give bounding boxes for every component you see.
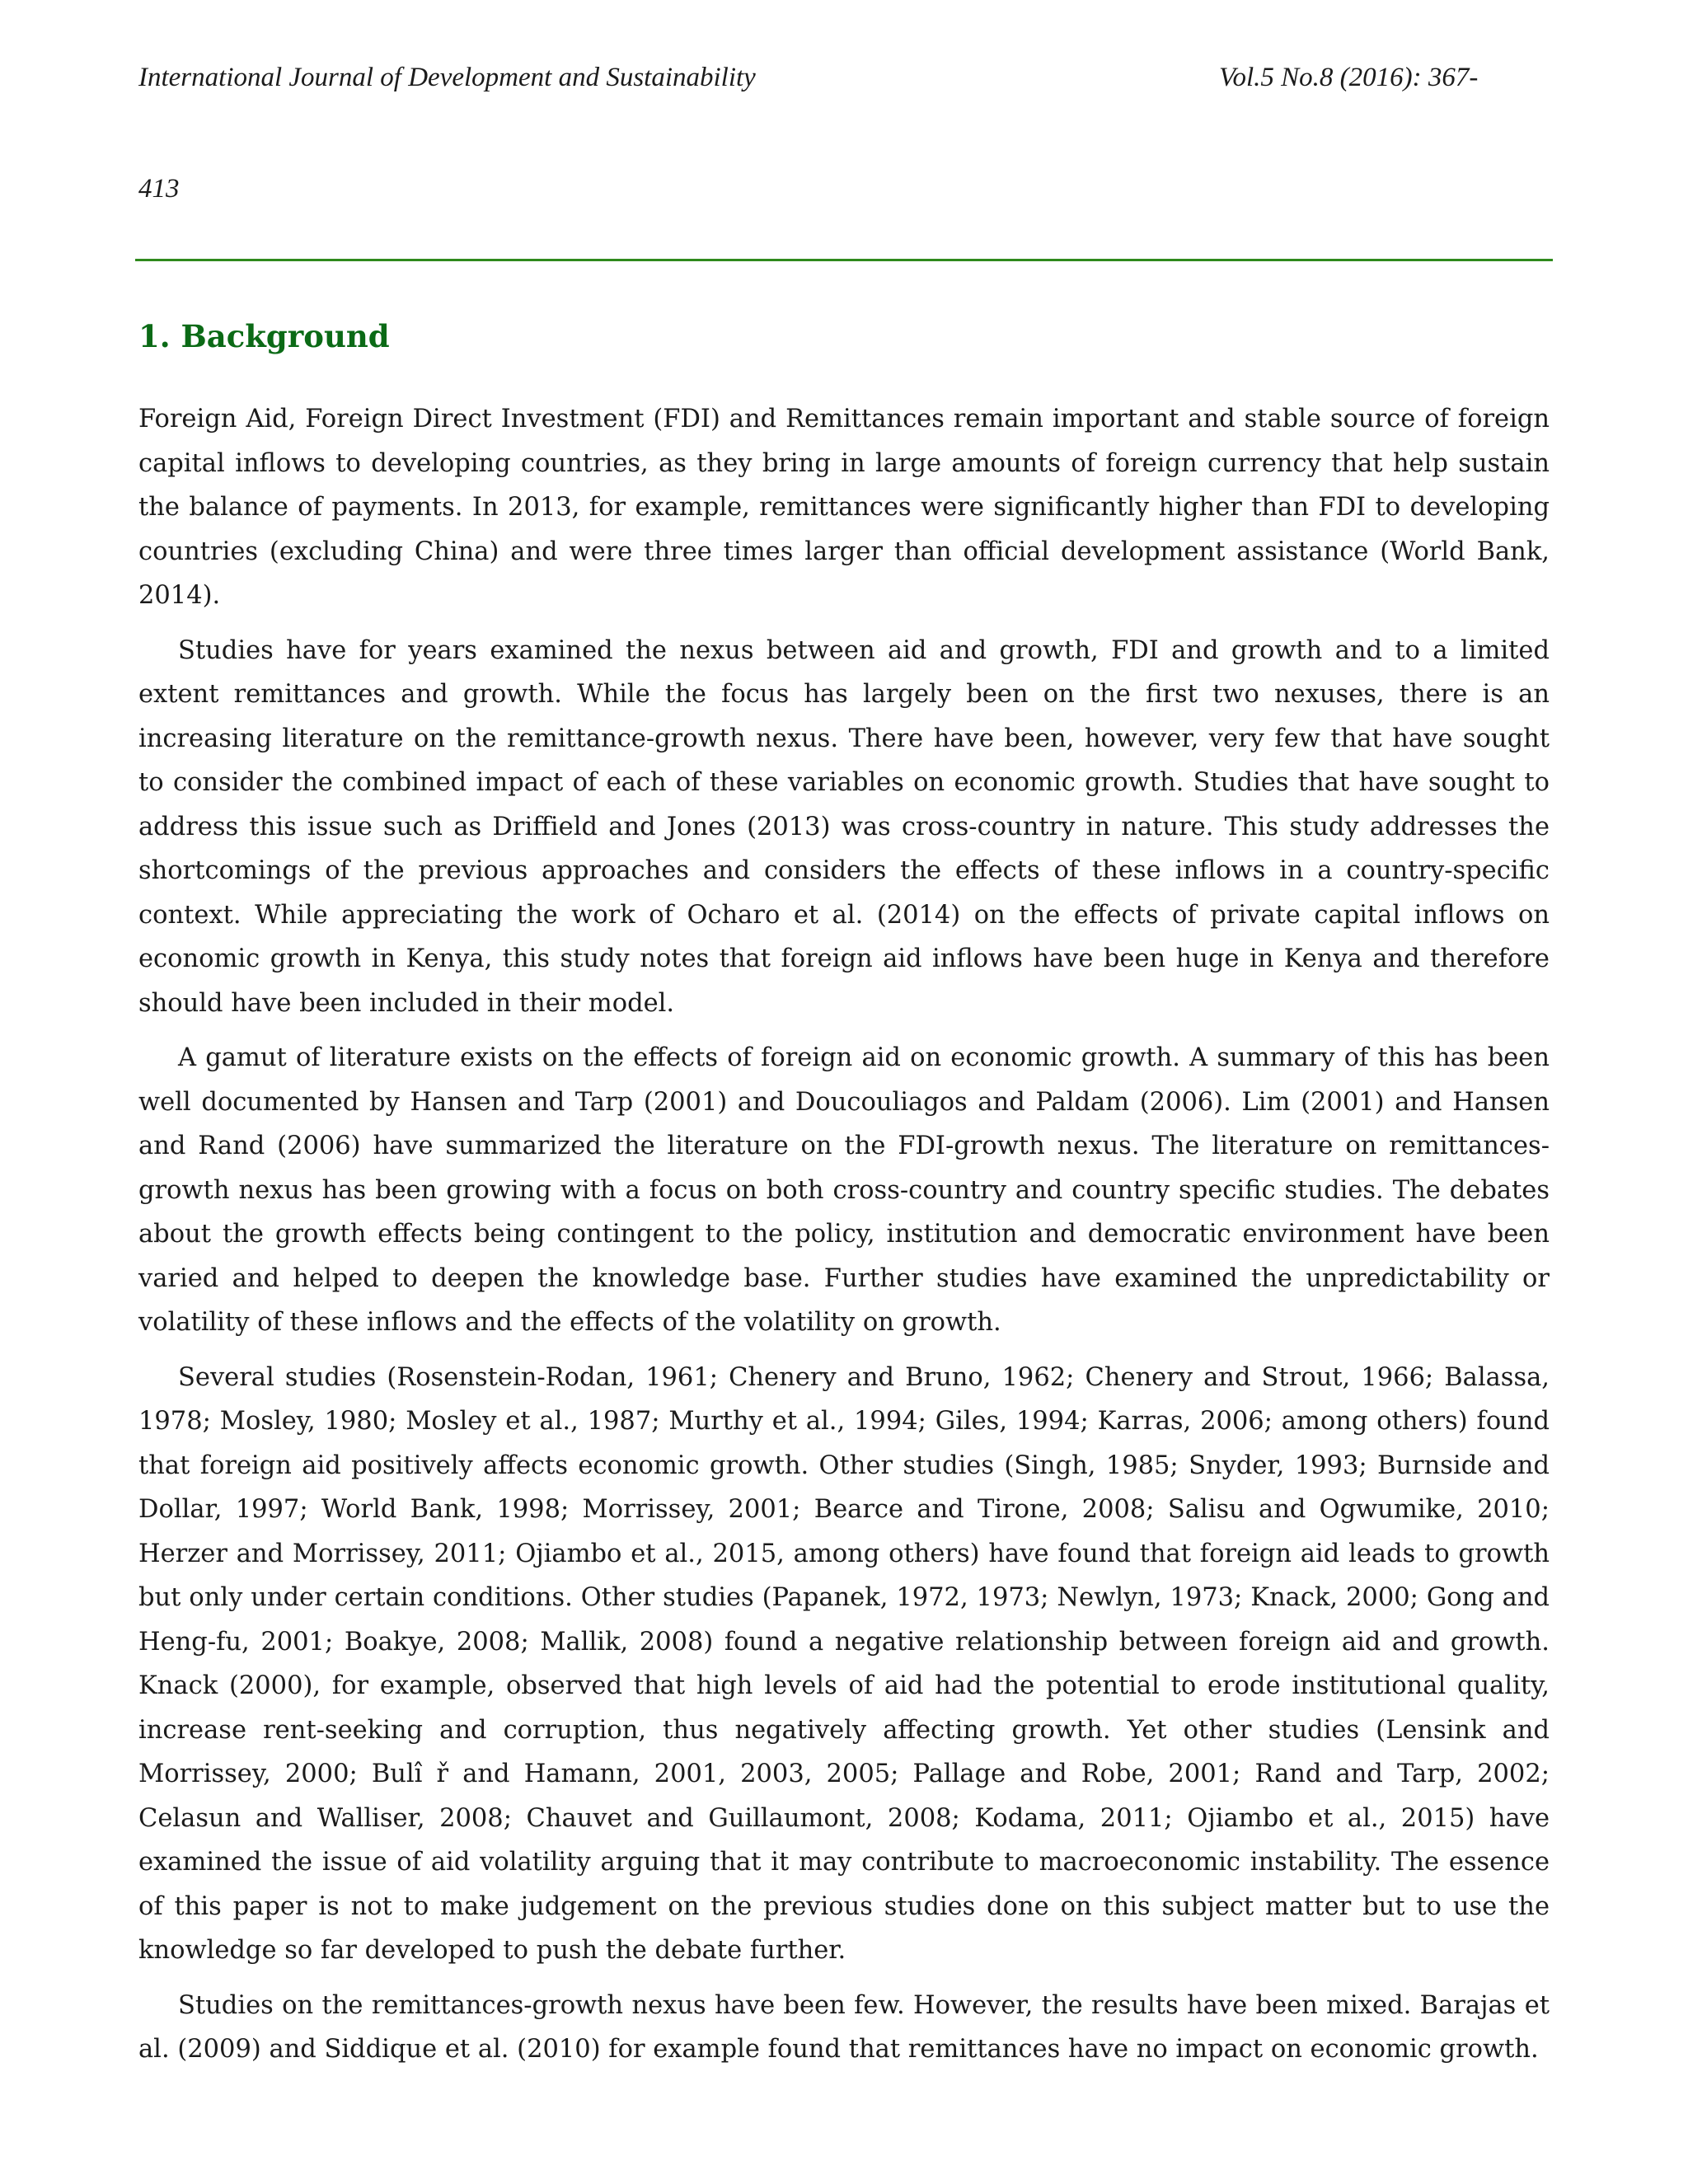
volume-info: Vol.5 No.8 (2016): 367-	[1219, 63, 1479, 92]
paragraph-2: Studies have for years examined the nexus between aid and growth, FDI and growth and to a limited extent remittances and growth. While the focus has largely been on the first two nexuses, there is an increasing literature on the remittance-growth nexus. There have been, however, very few that have sought to consider the combined impact of each of these variables on economic growth. Studies that have sought to address this issue such as Driffield and Jones (2013) was cross-country in nature. This study addresses the shortcomings of the previous approaches and considers the effects of these inflows in a country-specific context. While appreciating the work of Ocharo et al. (2014) on the effects of private capital inflows on economic growth in Kenya, this study notes that foreign aid inflows have been huge in Kenya and therefore should have been included in their model.	[138, 635, 1550, 1018]
page-range: 413	[138, 174, 180, 204]
paragraph-5: Studies on the remittances-growth nexus have been few. However, the results have been mixed. Barajas et al. (2009) and Siddique et al. (2010) for example found that remittances have no impact on economic growth.	[138, 1990, 1550, 2064]
journal-title: International Journal of Development and Sustainability	[138, 63, 756, 92]
header-divider	[135, 259, 1553, 261]
paragraph-4: Several studies (Rosenstein-Rodan, 1961; Chenery and Bruno, 1962; Chenery and Strout, 1966; Balassa, 1978; Mosley, 1980; Mosley et al., 1987; Murthy et al., 1994; Giles, 1994; Karras, 2006; among others) found that foreign aid positively affects economic growth. Other studies (Singh, 1985; Snyder, 1993; Burnside and Dollar, 1997; World Bank, 1998; Morrissey, 2001; Bearce and Tirone, 2008; Salisu and Ogwumike, 2010; Herzer and Morrissey, 2011; Ojiambo et al., 2015, among others) have found that foreign aid leads to growth but only under certain conditions. Other studies (Papanek, 1972, 1973; Newlyn, 1973; Knack, 2000; Gong and Heng-fu, 2001; Boakye, 2008; Mallik, 2008) found a negative relationship between foreign aid and growth. Knack (2000), for example, observed that high levels of aid had the potential to erode institutional quality, increase rent-seeking and corruption, thus negatively affecting growth. Yet other studies (Lensink and Morrissey, 2000; Bulî ř and Hamann, 2001, 2003, 2005; Pallage and Robe, 2001; Rand and Tarp, 2002; Celasun and Walliser, 2008; Chauvet and Guillaumont, 2008; Kodama, 2011; Ojiambo et al., 2015) have examined the issue of aid volatility arguing that it may contribute to macroeconomic instability. The essence of this paper is not to make judgement on the previous studies done on this subject matter but to use the knowledge so far developed to push the debate further.	[138, 1362, 1550, 1965]
section-heading: 1. Background	[138, 318, 390, 354]
body-text	[138, 397, 1550, 2083]
paragraph-3: A gamut of literature exists on the effects of foreign aid on economic growth. A summary of this has been well documented by Hansen and Tarp (2001) and Doucouliagos and Paldam (2006). Lim (2001) and Hansen and Rand (2006) have summarized the literature on the FDI-growth nexus. The literature on remittances-growth nexus has been growing with a focus on both cross-country and country specific studies. The debates about the growth effects being contingent to the policy, institution and democratic environment have been varied and helped to deepen the knowledge base. Further studies have examined the unpredictability or volatility of these inflows and the effects of the volatility on growth.	[138, 1043, 1550, 1337]
paragraph-1: Foreign Aid, Foreign Direct Investment (FDI) and Remittances remain important and stable source of foreign capital inflows to developing countries, as they bring in large amounts of foreign currency that help sustain the balance of payments. In 2013, for example, remittances were significantly higher than FDI to developing countries (excluding China) and were three times larger than official development assistance (World Bank, 2014).	[138, 405, 1550, 610]
